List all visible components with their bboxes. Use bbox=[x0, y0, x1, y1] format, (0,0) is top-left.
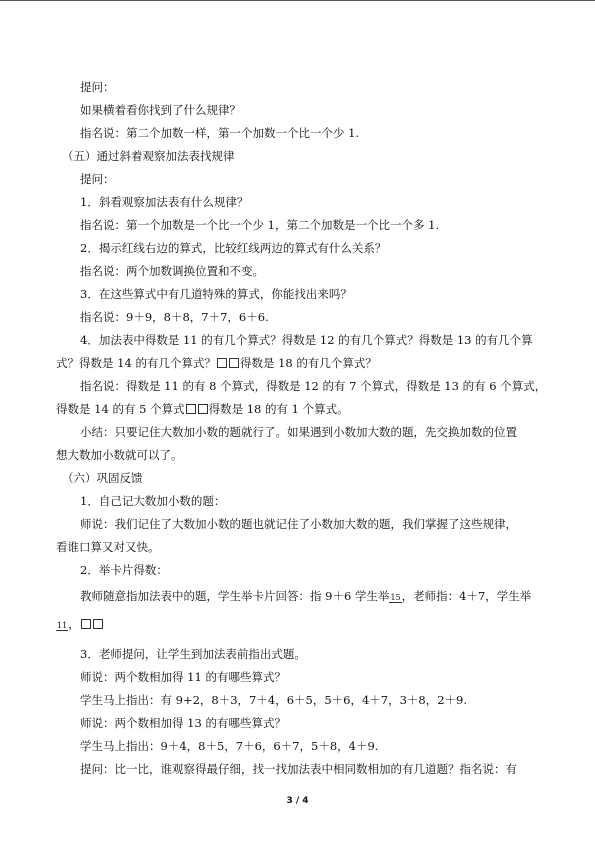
text-line: 指名说：9＋9，8＋8，7＋7，6＋6. bbox=[80, 310, 269, 324]
text-segment: 得数是 18 的有几个算式？ bbox=[239, 356, 377, 370]
text-line: 师说：两个数相加得 11 的有哪些算式？ bbox=[80, 670, 286, 684]
text-line: 2．揭示红线右边的算式，比较红线两边的算式有什么关系？ bbox=[80, 241, 387, 255]
text-line: 指名说：第二个加数一样，第一个加数一个比一个少 1. bbox=[80, 126, 360, 140]
text-line: 小结：只要记住大数加小数的题就行了。如果遇到小数加大数的题，先交换加数的位置 bbox=[80, 425, 517, 439]
text-segment: 得数是 18 的有 1 个算式。 bbox=[208, 402, 349, 416]
text-line: 4．加法表中得数是 11 的有几个算式？得数是 12 的有几个算式？得数是 13 的有几个算 bbox=[80, 333, 533, 347]
text-line: 11， bbox=[56, 616, 104, 632]
text-segment: 教师随意指加法表中的题，学生举卡片回答：指 9＋6 学生举 bbox=[80, 589, 390, 603]
text-line bbox=[80, 588, 531, 604]
section-heading: （五）通过斜着观察加法表找规律 bbox=[62, 149, 235, 163]
box-glyph bbox=[81, 619, 91, 629]
text-line: 学生马上指出：有 9+2，8＋3，7＋4，6＋5，5＋6，4＋7，3＋8，2＋9. bbox=[80, 693, 468, 707]
box-glyph bbox=[93, 619, 103, 629]
text-line: 学生马上指出：9＋4，8＋5，7＋6，6＋7，5＋8，4＋9. bbox=[80, 739, 379, 753]
text-line: 2．举卡片得数： bbox=[80, 563, 168, 577]
top-border bbox=[0, 0, 595, 1]
text-line: 提问： bbox=[80, 80, 115, 94]
text-line: 提问：比一比，谁观察得最仔细，找一找加法表中相同数相加的有几道题？指名说：有 bbox=[80, 762, 517, 776]
text-line: 如果横着看你找到了什么规律？ bbox=[80, 103, 241, 117]
text-segment: 得数是 14 的有 5 个算式 bbox=[56, 402, 185, 416]
text-line: 看谁口算又对又快。 bbox=[56, 540, 160, 554]
text-line bbox=[56, 355, 377, 371]
text-line: 提问： bbox=[80, 172, 115, 186]
page-number: 3 / 4 bbox=[286, 796, 309, 806]
text-line bbox=[56, 401, 349, 417]
text-line: 3．在这些算式中有几道特殊的算式，你能找出来吗？ bbox=[80, 287, 352, 301]
text-segment: 式？得数是 14 的有几个算式？ bbox=[56, 356, 216, 370]
text-line: 指名说：两个加数调换位置和不变。 bbox=[80, 264, 264, 278]
text-line: 师说：我们记住了大数加小数的题也就记住了小数加大数的题，我们掌握了这些规律， bbox=[80, 517, 517, 531]
text-line: 1．自己记大数加小数的题： bbox=[80, 494, 226, 508]
box-glyph bbox=[229, 358, 239, 368]
card-glyph: 11 bbox=[57, 621, 68, 630]
text-line: 想大数加小数就可以了。 bbox=[56, 448, 183, 462]
section-heading: （六）巩固反馈 bbox=[62, 471, 143, 485]
text-line: 指名说：得数是 11 的有 8 个算式，得数是 12 的有 7 个算式，得数是 13 的有 6 个算式， bbox=[80, 379, 547, 393]
text-segment: ，老师指：4＋7，学生举 bbox=[401, 589, 532, 603]
box-glyph bbox=[198, 404, 208, 414]
text-line: 师说：两个数相加得 13 的有哪些算式？ bbox=[80, 716, 286, 730]
card-glyph: 15 bbox=[390, 593, 401, 602]
text-line: 指名说：第一个加数是一个比一个少 1，第二个加数是一个比一个多 1. bbox=[80, 218, 440, 232]
text-line: 3．老师提问，让学生到加法表前指出式题。 bbox=[80, 647, 306, 661]
text-line: 1．斜看观察加法表有什么规律？ bbox=[80, 195, 249, 209]
box-glyph bbox=[186, 404, 196, 414]
box-glyph bbox=[217, 358, 227, 368]
